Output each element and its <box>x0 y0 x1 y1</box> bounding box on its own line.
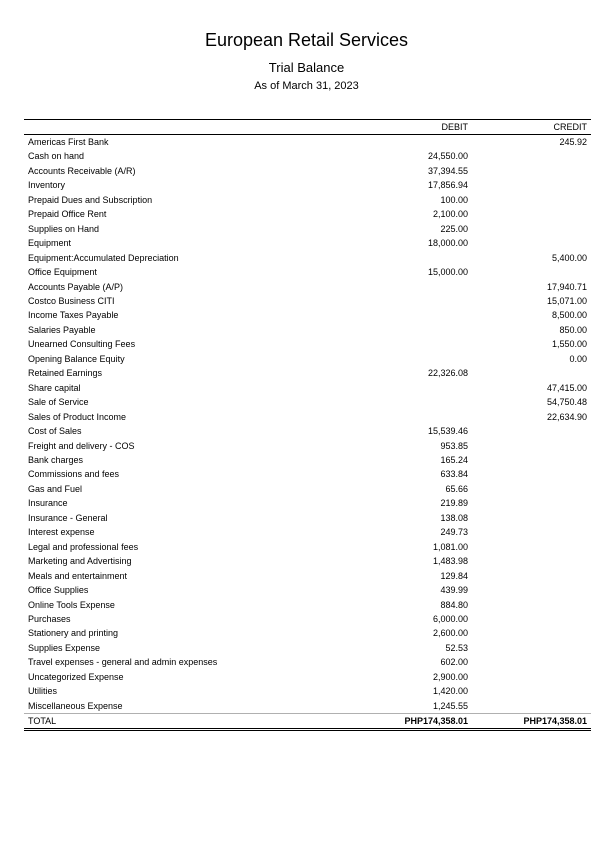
table-row <box>24 569 591 583</box>
credit-amount: 1,550.00 <box>551 339 587 350</box>
account-name: Accounts Payable (A/P) <box>28 281 124 292</box>
table-row <box>24 670 591 684</box>
table-row <box>24 381 591 395</box>
credit-amount <box>472 540 591 554</box>
table-row <box>24 193 591 207</box>
debit-amount: 17,856.94 <box>427 180 468 191</box>
credit-amount <box>472 641 591 655</box>
table-row <box>24 323 591 337</box>
account-name: Salaries Payable <box>28 324 96 335</box>
credit-amount: 245.92 <box>559 137 587 147</box>
credit-amount <box>472 439 591 453</box>
debit-amount: 65.66 <box>445 483 468 494</box>
table-row <box>24 366 591 380</box>
debit-amount: 1,245.55 <box>432 700 468 711</box>
credit-amount <box>472 496 591 510</box>
debit-amount: 1,420.00 <box>432 686 468 697</box>
table-row <box>24 453 591 467</box>
account-name: Sale of Service <box>28 397 89 408</box>
credit-amount <box>472 453 591 467</box>
table-row <box>24 655 591 669</box>
account-name: Share capital <box>28 382 81 393</box>
credit-amount <box>472 222 591 236</box>
account-name: Insurance - General <box>28 512 108 523</box>
debit-amount <box>376 280 472 294</box>
debit-amount: 2,100.00 <box>432 209 468 220</box>
account-name: Utilities <box>28 686 58 697</box>
table-row <box>24 352 591 366</box>
credit-amount: 17,940.71 <box>546 281 587 292</box>
credit-column-header: CREDIT <box>472 120 591 135</box>
account-name: Uncategorized Expense <box>28 671 124 682</box>
table-row <box>24 207 591 221</box>
credit-amount <box>472 164 591 178</box>
account-name: Accounts Receivable (A/R) <box>28 165 136 176</box>
account-name: Costco Business CITI <box>28 295 115 306</box>
credit-amount <box>472 482 591 496</box>
company-name: European Retail Services <box>204 30 409 50</box>
debit-amount: 2,600.00 <box>432 628 468 639</box>
table-row <box>24 280 591 294</box>
debit-amount: 219.89 <box>440 498 468 509</box>
account-name: Opening Balance Equity <box>28 353 125 364</box>
debit-amount <box>376 395 472 409</box>
table-row <box>24 626 591 640</box>
debit-amount: 225.00 <box>440 223 468 234</box>
credit-amount <box>472 612 591 626</box>
debit-amount: 439.99 <box>440 585 468 596</box>
account-name: Prepaid Dues and Subscription <box>28 194 153 205</box>
account-name: Stationery and printing <box>28 628 119 639</box>
credit-amount <box>472 511 591 525</box>
table-row <box>24 482 591 496</box>
account-name: Bank charges <box>28 454 84 465</box>
table-row <box>24 294 591 308</box>
account-name: Unearned Consulting Fees <box>28 339 136 350</box>
credit-amount: 54,750.48 <box>546 397 587 408</box>
account-name: Inventory <box>28 180 66 191</box>
credit-amount <box>472 670 591 684</box>
credit-amount: 0.00 <box>569 353 587 364</box>
table-row <box>24 236 591 250</box>
table-row <box>24 337 591 351</box>
account-name: Cost of Sales <box>28 426 82 437</box>
account-name: Interest expense <box>28 527 95 538</box>
debit-amount: 52.53 <box>445 642 468 653</box>
debit-amount: 2,900.00 <box>432 671 468 682</box>
credit-amount: 22,634.90 <box>546 411 587 422</box>
account-name: Meals and entertainment <box>28 570 128 581</box>
account-name: Equipment <box>28 238 72 249</box>
table-row <box>24 424 591 438</box>
debit-amount <box>376 308 472 322</box>
account-name: Supplies on Hand <box>28 223 100 234</box>
account-name: Purchases <box>28 613 71 624</box>
table-row <box>24 164 591 178</box>
debit-amount <box>376 352 472 366</box>
account-name: Miscellaneous Expense <box>28 700 123 711</box>
debit-amount: 6,000.00 <box>432 613 468 624</box>
table-row <box>24 540 591 554</box>
debit-amount: 249.73 <box>440 527 468 538</box>
credit-amount <box>472 626 591 640</box>
credit-amount: 15,071.00 <box>546 295 587 306</box>
credit-amount: 8,500.00 <box>551 310 587 321</box>
account-name: Prepaid Office Rent <box>28 209 107 220</box>
account-name: Equipment:Accumulated Depreciation <box>28 252 179 263</box>
debit-amount: 37,394.55 <box>427 165 468 176</box>
total-label: TOTAL <box>24 714 376 730</box>
report-period: As of March 31, 2023 <box>254 80 359 92</box>
table-row <box>24 554 591 568</box>
credit-amount <box>472 178 591 192</box>
table-row <box>24 439 591 453</box>
table-row <box>24 395 591 409</box>
account-name: Freight and delivery - COS <box>28 440 135 451</box>
account-name: Commissions and fees <box>28 469 120 480</box>
debit-amount: 24,550.00 <box>427 151 468 162</box>
debit-amount <box>376 337 472 351</box>
debit-amount <box>376 323 472 337</box>
debit-amount: 15,539.46 <box>427 426 468 437</box>
table-header-row <box>24 120 591 135</box>
table-row <box>24 641 591 655</box>
debit-amount: 602.00 <box>440 657 468 668</box>
account-name: Gas and Fuel <box>28 483 83 494</box>
debit-amount: 953.85 <box>440 440 468 451</box>
account-name: Retained Earnings <box>28 368 103 379</box>
table-row <box>24 222 591 236</box>
table-row <box>24 135 591 150</box>
account-column-header <box>24 120 376 135</box>
credit-amount: 5,400.00 <box>551 252 587 263</box>
account-name: Travel expenses - general and admin expenses <box>28 657 218 668</box>
total-row <box>24 714 591 730</box>
credit-amount <box>472 265 591 279</box>
credit-amount <box>472 684 591 698</box>
debit-amount <box>376 294 472 308</box>
account-name: Online Tools Expense <box>28 599 115 610</box>
debit-amount: 18,000.00 <box>427 238 468 249</box>
credit-amount <box>472 467 591 481</box>
debit-amount <box>376 410 472 424</box>
table-row <box>24 699 591 714</box>
account-name: Cash on hand <box>28 151 85 162</box>
debit-amount: 100.00 <box>440 194 468 205</box>
debit-column-header: DEBIT <box>376 120 472 135</box>
trial-balance-table <box>24 119 591 731</box>
table-row <box>24 496 591 510</box>
debit-amount: 1,081.00 <box>432 541 468 552</box>
debit-amount: 22,326.08 <box>427 368 468 379</box>
account-name: Office Equipment <box>28 267 97 278</box>
debit-amount: 884.80 <box>440 599 468 610</box>
report-title: Trial Balance <box>268 60 345 75</box>
credit-amount <box>472 193 591 207</box>
table-row <box>24 467 591 481</box>
debit-amount: 165.24 <box>440 454 468 465</box>
account-name: Legal and professional fees <box>28 541 139 552</box>
debit-amount: 633.84 <box>440 469 468 480</box>
table-row <box>24 265 591 279</box>
credit-amount <box>472 207 591 221</box>
credit-amount <box>472 236 591 250</box>
debit-amount: 129.84 <box>440 570 468 581</box>
table-row <box>24 251 591 265</box>
account-name: Income Taxes Payable <box>28 310 119 321</box>
credit-amount <box>472 424 591 438</box>
account-name: Supplies Expense <box>28 642 101 653</box>
table-row <box>24 525 591 539</box>
table-row <box>24 598 591 612</box>
account-name: Marketing and Advertising <box>28 556 132 567</box>
account-name: Sales of Product Income <box>28 411 127 422</box>
credit-amount <box>472 554 591 568</box>
table-row <box>24 684 591 698</box>
debit-amount <box>376 381 472 395</box>
debit-amount <box>376 251 472 265</box>
credit-amount <box>472 583 591 597</box>
table-row <box>24 410 591 424</box>
credit-amount <box>472 149 591 163</box>
account-name: Office Supplies <box>28 585 89 596</box>
credit-amount <box>472 598 591 612</box>
table-row <box>24 612 591 626</box>
debit-amount: 1,483.98 <box>432 556 468 567</box>
total-credit: PHP174,358.01 <box>472 714 591 730</box>
table-row <box>24 511 591 525</box>
debit-amount: 15,000.00 <box>427 267 468 278</box>
credit-amount <box>472 525 591 539</box>
credit-amount <box>472 366 591 380</box>
credit-amount <box>472 655 591 669</box>
credit-amount: 47,415.00 <box>546 382 587 393</box>
table-row <box>24 308 591 322</box>
account-name: Insurance <box>28 498 68 509</box>
debit-amount <box>376 135 472 150</box>
table-row <box>24 583 591 597</box>
table-row <box>24 149 591 163</box>
credit-amount: 850.00 <box>559 324 587 335</box>
credit-amount <box>472 569 591 583</box>
total-debit: PHP174,358.01 <box>376 714 472 730</box>
account-name: Americas First Bank <box>28 137 109 147</box>
table-row <box>24 178 591 192</box>
debit-amount: 138.08 <box>440 512 468 523</box>
credit-amount <box>472 699 591 714</box>
